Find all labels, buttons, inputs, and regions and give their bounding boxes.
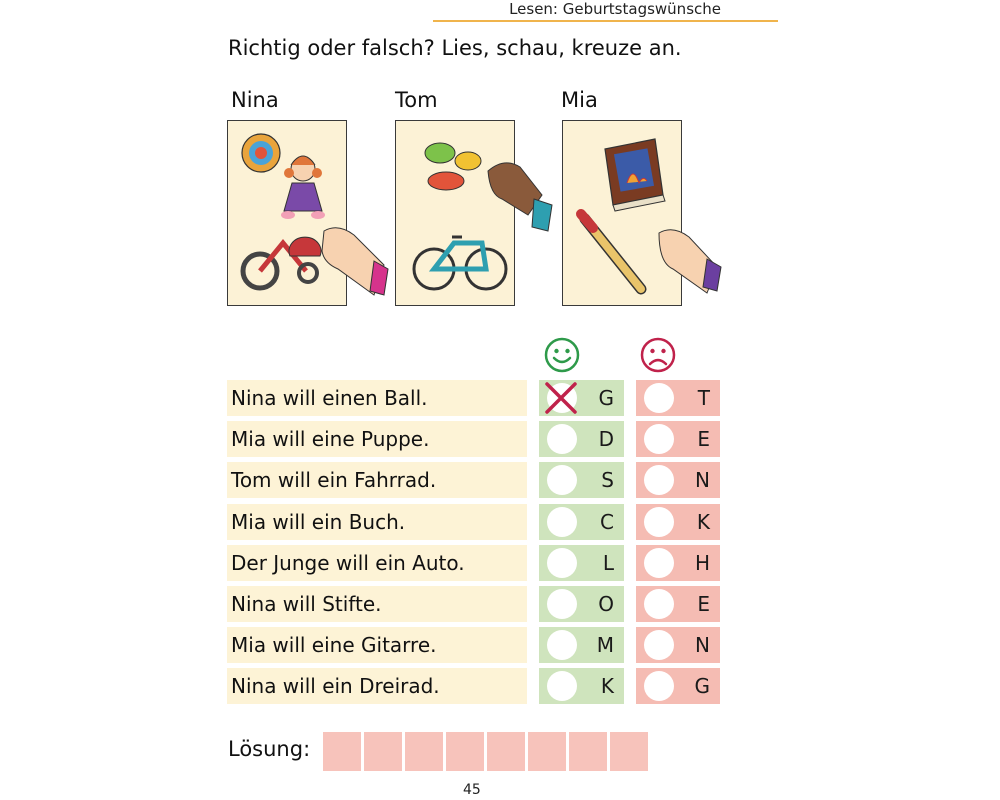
- answer-checkbox[interactable]: [644, 630, 674, 660]
- answer-checkbox[interactable]: [547, 424, 577, 454]
- hand-icon: [488, 163, 552, 231]
- answer-letter: M: [596, 633, 614, 657]
- true-answer-cell[interactable]: [539, 504, 624, 540]
- answer-letter: L: [602, 551, 614, 575]
- false-answer-cell[interactable]: [636, 421, 720, 457]
- answer-letter: H: [694, 551, 710, 575]
- cross-mark-icon: [543, 381, 579, 415]
- false-answer-cell[interactable]: [636, 504, 720, 540]
- answer-letter: G: [694, 674, 710, 698]
- doll-icon: [281, 156, 325, 219]
- answer-checkbox[interactable]: [644, 383, 674, 413]
- sad-face-icon: [640, 337, 676, 377]
- ball-icon: [242, 134, 280, 172]
- answer-letter: E: [697, 592, 710, 616]
- true-answer-cell[interactable]: [539, 421, 624, 457]
- statement-text: Tom will ein Fahrrad.: [227, 462, 527, 498]
- answer-letter: K: [600, 674, 614, 698]
- recorder-flute-icon: [581, 214, 641, 289]
- answer-checkbox[interactable]: [547, 507, 577, 537]
- wish-card-nina: [227, 120, 347, 306]
- bicycle-icon: [414, 237, 506, 289]
- page-number: 45: [463, 782, 481, 798]
- solution-letter-box[interactable]: [569, 732, 607, 771]
- true-answer-cell[interactable]: [539, 462, 624, 498]
- answer-letter: S: [601, 468, 614, 492]
- happy-face-icon: [544, 337, 580, 377]
- answer-checkbox[interactable]: [547, 671, 577, 701]
- false-answer-cell[interactable]: [636, 545, 720, 581]
- true-answer-cell[interactable]: [539, 627, 624, 663]
- statement-text: Nina will einen Ball.: [227, 380, 527, 416]
- false-answer-cell[interactable]: [636, 380, 720, 416]
- solution-label: Lösung:: [228, 737, 311, 761]
- statement-text: Der Junge will ein Auto.: [227, 545, 527, 581]
- solution-letter-box[interactable]: [610, 732, 648, 771]
- answer-letter: T: [697, 386, 710, 410]
- solution-letter-box[interactable]: [323, 732, 361, 771]
- false-answer-cell[interactable]: [636, 586, 720, 622]
- instruction-text: Richtig oder falsch? Lies, schau, kreuze an.: [228, 36, 682, 60]
- book-icon: [605, 139, 665, 211]
- answer-letter: C: [600, 510, 614, 534]
- answer-checkbox[interactable]: [547, 465, 577, 495]
- true-answer-cell[interactable]: [539, 380, 624, 416]
- statement-text: Nina will Stifte.: [227, 586, 527, 622]
- solution-letter-box[interactable]: [364, 732, 402, 771]
- answer-checkbox[interactable]: [644, 507, 674, 537]
- statement-text: Mia will eine Gitarre.: [227, 627, 527, 663]
- section-title: Lesen: Geburtstagswünsche: [509, 0, 721, 18]
- answer-letter: O: [598, 592, 614, 616]
- candy-icon: [425, 143, 481, 190]
- statement-text: Mia will ein Buch.: [227, 504, 527, 540]
- statement-text: Mia will eine Puppe.: [227, 421, 527, 457]
- true-answer-cell[interactable]: [539, 668, 624, 704]
- answer-letter: G: [598, 386, 614, 410]
- answer-checkbox[interactable]: [547, 589, 577, 619]
- hand-icon: [659, 230, 721, 293]
- answer-letter: N: [695, 468, 710, 492]
- wish-card-tom: [395, 120, 515, 306]
- solution-letter-box[interactable]: [528, 732, 566, 771]
- solution-letter-box[interactable]: [446, 732, 484, 771]
- child-name-nina: Nina: [231, 88, 279, 112]
- false-answer-cell[interactable]: [636, 668, 720, 704]
- answer-letter: E: [697, 427, 710, 451]
- answer-checkbox[interactable]: [547, 548, 577, 578]
- answer-checkbox[interactable]: [547, 630, 577, 660]
- wish-card-mia: [562, 120, 682, 306]
- answer-letter: N: [695, 633, 710, 657]
- answer-letter: D: [598, 427, 614, 451]
- answer-checkbox[interactable]: [644, 465, 674, 495]
- answer-checkbox[interactable]: [644, 589, 674, 619]
- answer-checkbox[interactable]: [644, 671, 674, 701]
- header-rule: [433, 20, 778, 22]
- hand-icon: [322, 228, 388, 295]
- false-answer-cell[interactable]: [636, 462, 720, 498]
- child-name-tom: Tom: [395, 88, 438, 112]
- solution-letter-box[interactable]: [405, 732, 443, 771]
- answer-letter: K: [696, 510, 710, 534]
- statement-text: Nina will ein Dreirad.: [227, 668, 527, 704]
- true-answer-cell[interactable]: [539, 545, 624, 581]
- false-answer-cell[interactable]: [636, 627, 720, 663]
- answer-checkbox[interactable]: [644, 548, 674, 578]
- answer-checkbox[interactable]: [644, 424, 674, 454]
- solution-letter-box[interactable]: [487, 732, 525, 771]
- tricycle-icon: [243, 237, 321, 288]
- child-name-mia: Mia: [561, 88, 598, 112]
- true-answer-cell[interactable]: [539, 586, 624, 622]
